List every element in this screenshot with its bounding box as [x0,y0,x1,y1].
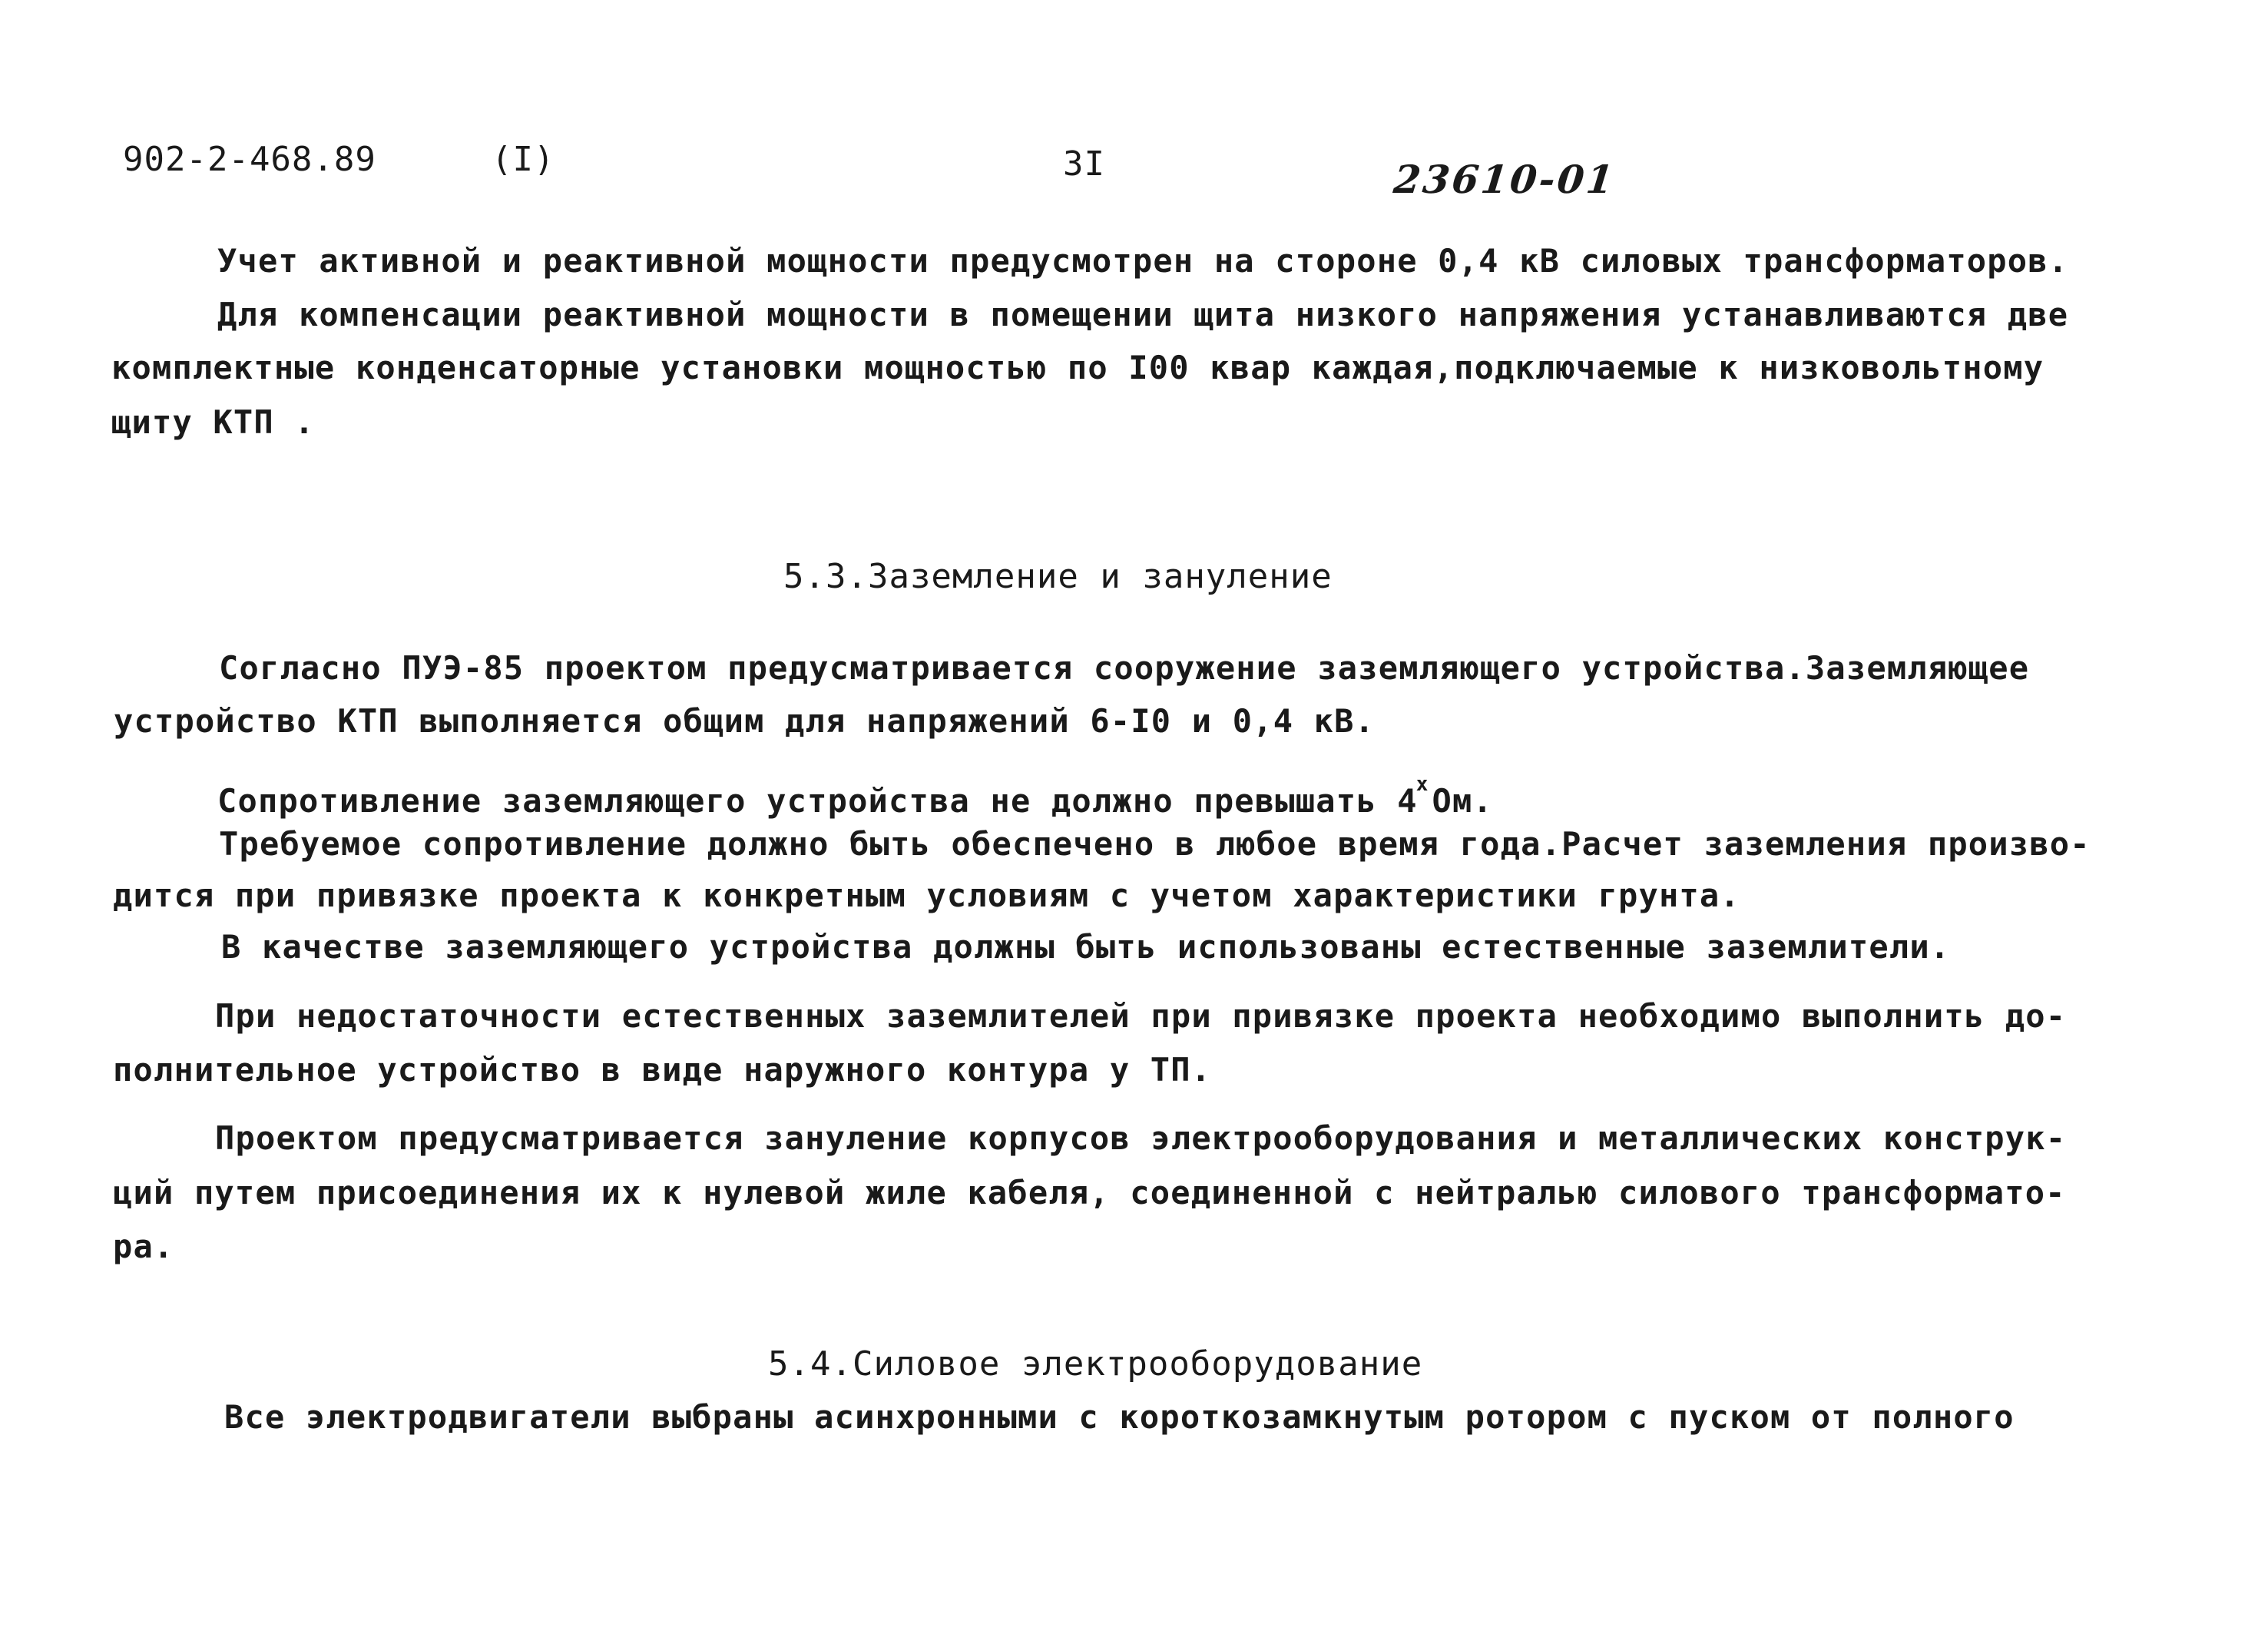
page-number: 3I [1063,144,1105,184]
text-line: ра. [113,1228,174,1265]
text-line: Учет активной и реактивной мощности предусмотрен на стороне 0,4 кВ силовых трансформаторов. [217,242,2069,280]
text-line: комплектные конденсаторные установки мощностью по I00 квар каждая,подключаемые к низковольтному [111,349,2045,386]
text-line: Сопротивление заземляющего устройства не должно превышать 4$^x$Ом. [217,773,1494,820]
footnote-mark: x [1415,773,1429,796]
doc-part: (I) [492,140,555,179]
text-line: Проектом предусматривается зануление корпусов электрооборудования и металлических конструк- [215,1119,2067,1157]
text-line: Согласно ПУЭ-85 проектом предусматривается сооружение заземляющего устройства.Заземляющее [219,649,2030,687]
section-heading: 5.4.Силовое электрооборудование [768,1344,1423,1384]
text-line: ций путем присоединения их к нулевой жиле кабеля, соединенной с нейтралью силового трансформато- [113,1174,2066,1211]
section-heading: 5.3.Заземление и зануление [783,557,1333,596]
text-line: В качестве заземляющего устройства должны быть использованы естественные заземлители. [221,928,1951,966]
text-line: устройство КТП выполняется общим для напряжений 6-I0 и 0,4 кВ. [114,702,1376,740]
text-line: дится при привязке проекта к конкретным условиям с учетом характеристики грунта. [113,877,1740,914]
text-line: полнительное устройство в виде наружного контура у ТП. [113,1051,1212,1089]
text-line: Требуемое сопротивление должно быть обеспечено в любое время года.Расчет заземления произво- [219,825,2091,863]
text-line: При недостаточности естественных заземлителей при привязке проекта необходимо выполнить до- [215,997,2067,1035]
stamp-number: 23610-01 [1391,157,1618,202]
text-line: щиту КТП . [111,403,315,441]
text-line: Для компенсации реактивной мощности в помещении щита низкого напряжения устанавливаются две [217,296,2069,333]
doc-number: 902-2-468.89 [123,140,376,179]
text-line: Все электродвигатели выбраны асинхронными с короткозамкнутым ротором с пуском от полного [224,1398,2015,1436]
